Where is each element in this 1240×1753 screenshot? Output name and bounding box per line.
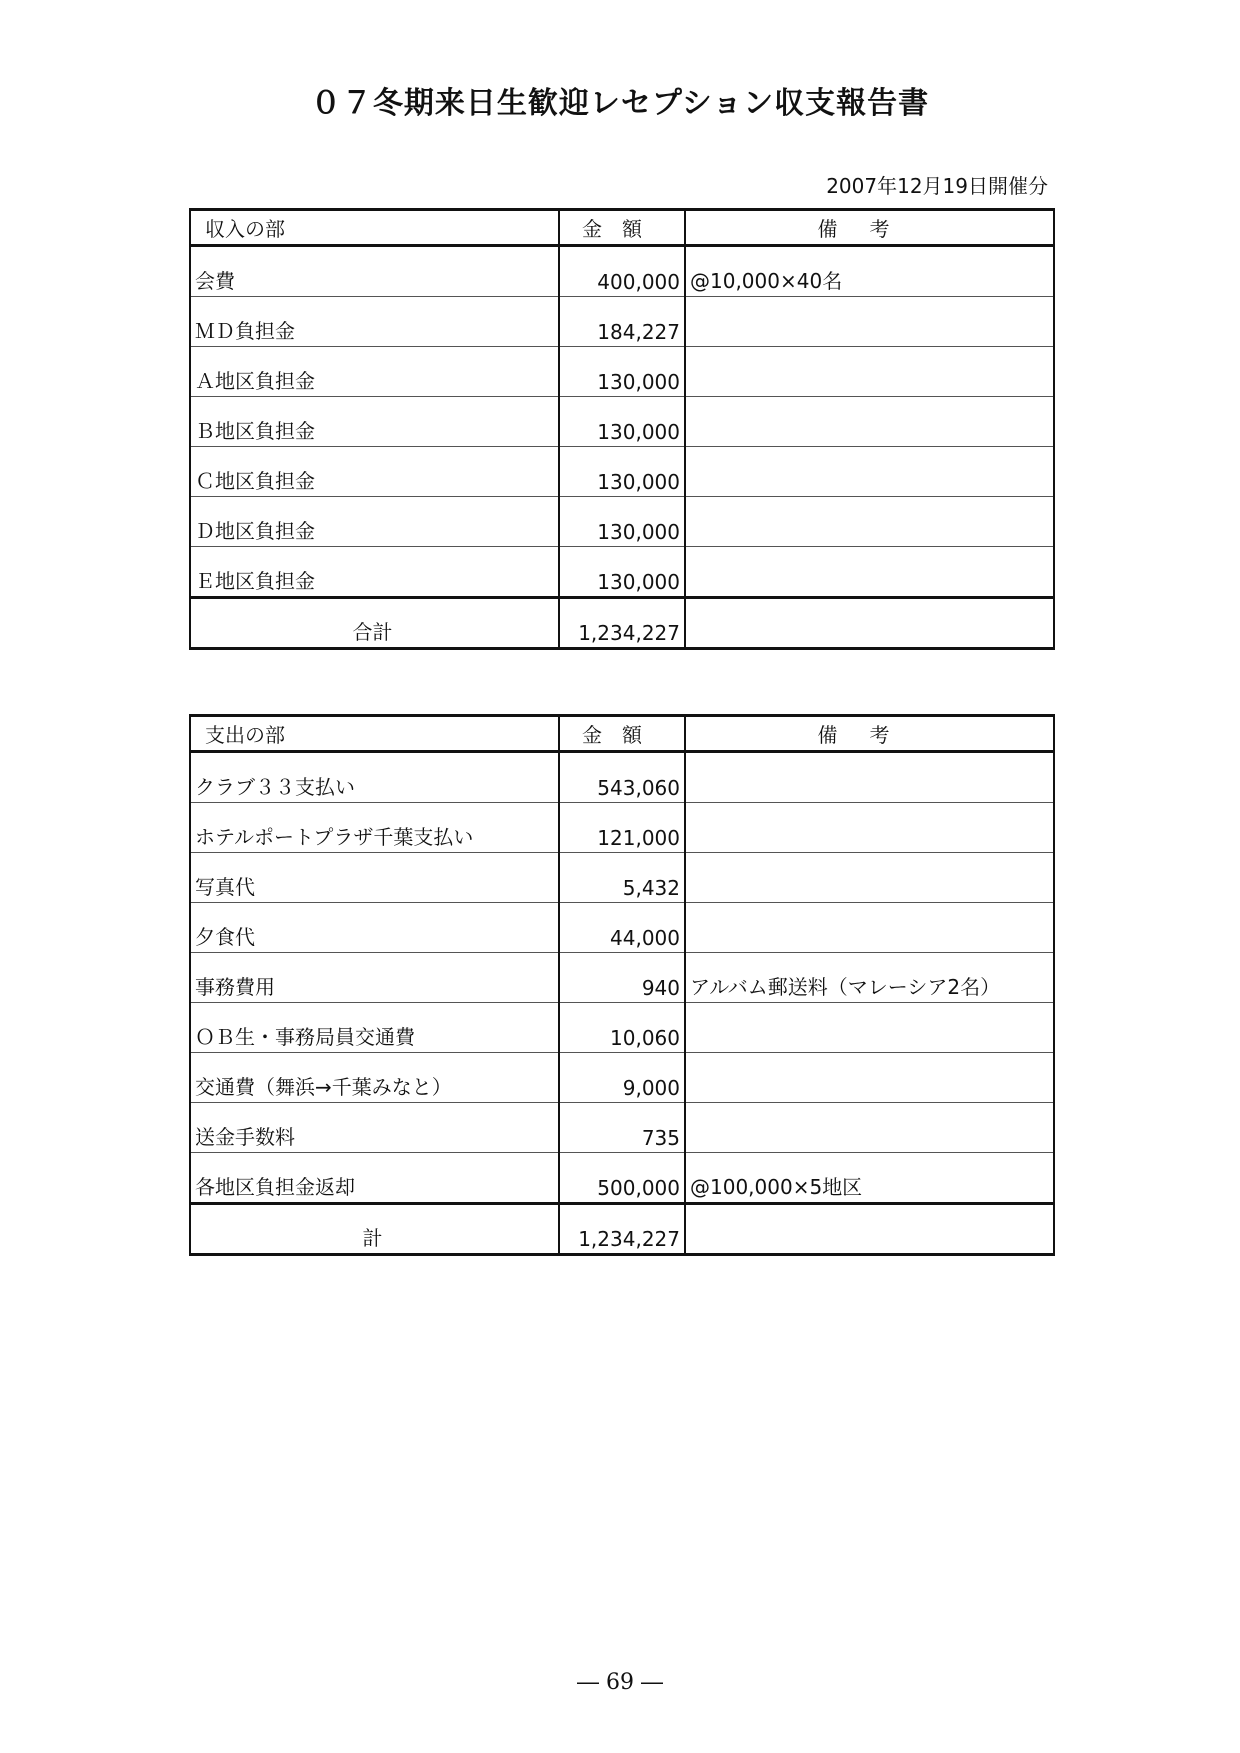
expense-item-note [685, 752, 1054, 803]
expense-item-label: クラブ３３支払い [190, 752, 559, 803]
expense-item-label: ＯＢ生・事務局員交通費 [190, 1003, 559, 1053]
event-date: 2007年12月19日開催分 [826, 174, 1048, 198]
expense-item-note [685, 1103, 1054, 1153]
table-row [190, 397, 1054, 447]
table-row [190, 853, 1054, 903]
expense-item-amount: 10,060 [559, 1003, 685, 1053]
table-row [190, 1053, 1054, 1103]
expense-item-note [685, 1053, 1054, 1103]
expense-item-amount: 735 [559, 1103, 685, 1153]
table-row [190, 246, 1054, 297]
income-item-amount: 130,000 [559, 347, 685, 397]
table-row [190, 953, 1054, 1003]
expense-item-label: ホテルポートプラザ千葉支払い [190, 803, 559, 853]
expense-item-amount: 5,432 [559, 853, 685, 903]
income-item-label: Ｂ地区負担金 [190, 397, 559, 447]
table-row [190, 1003, 1054, 1053]
income-item-note [685, 547, 1054, 598]
table-row [190, 297, 1054, 347]
table-row [190, 547, 1054, 598]
income-item-amount: 400,000 [559, 246, 685, 297]
income-item-amount: 184,227 [559, 297, 685, 347]
expense-header-amount: 金額 [559, 716, 685, 752]
page-number: ― 69 ― [577, 1670, 663, 1695]
income-total-amount: 1,234,227 [559, 598, 685, 649]
income-header-row [190, 210, 1054, 246]
expense-header-row [190, 716, 1054, 752]
table-row [190, 903, 1054, 953]
expense-item-label: 事務費用 [190, 953, 559, 1003]
expense-item-amount: 500,000 [559, 1153, 685, 1204]
expense-total-note [685, 1204, 1054, 1255]
expense-item-note [685, 903, 1054, 953]
expense-item-label: 写真代 [190, 853, 559, 903]
expense-header-note: 備考 [685, 716, 1054, 752]
document-title: ０７冬期来日生歓迎レセプション収支報告書 [310, 86, 930, 121]
income-item-note [685, 297, 1054, 347]
table-row [190, 1153, 1054, 1204]
expense-item-amount: 121,000 [559, 803, 685, 853]
income-item-amount: 130,000 [559, 547, 685, 598]
income-header-amount: 金額 [559, 210, 685, 246]
income-total-note [685, 598, 1054, 649]
income-item-note [685, 497, 1054, 547]
expense-item-note [685, 1003, 1054, 1053]
income-item-label: Ｄ地区負担金 [190, 497, 559, 547]
expense-item-label: 各地区負担金返却 [190, 1153, 559, 1204]
expense-item-label: 交通費（舞浜→千葉みなと） [190, 1053, 559, 1103]
expense-table [189, 714, 1055, 1256]
expense-item-amount: 940 [559, 953, 685, 1003]
expense-item-amount: 543,060 [559, 752, 685, 803]
table-row [190, 447, 1054, 497]
expense-item-label: 夕食代 [190, 903, 559, 953]
table-row [190, 752, 1054, 803]
expense-item-note: @100,000×5地区 [685, 1153, 1054, 1204]
income-total-label: 合計 [190, 598, 559, 649]
expense-total-amount: 1,234,227 [559, 1204, 685, 1255]
expense-total-row [190, 1204, 1054, 1255]
table-row [190, 347, 1054, 397]
expense-item-note [685, 853, 1054, 903]
income-item-label: ＭＤ負担金 [190, 297, 559, 347]
expense-item-note: アルバム郵送料（マレーシア2名） [685, 953, 1054, 1003]
income-item-note [685, 397, 1054, 447]
expense-total-label: 計 [190, 1204, 559, 1255]
income-table [189, 208, 1055, 650]
income-item-note [685, 447, 1054, 497]
income-item-label: Ｅ地区負担金 [190, 547, 559, 598]
table-row [190, 497, 1054, 547]
expense-header-label: 支出の部 [190, 716, 559, 752]
expense-item-amount: 9,000 [559, 1053, 685, 1103]
expense-item-note [685, 803, 1054, 853]
income-item-amount: 130,000 [559, 497, 685, 547]
income-total-row [190, 598, 1054, 649]
income-item-label: 会費 [190, 246, 559, 297]
income-header-note: 備考 [685, 210, 1054, 246]
income-item-label: Ａ地区負担金 [190, 347, 559, 397]
expense-item-label: 送金手数料 [190, 1103, 559, 1153]
income-item-note: @10,000×40名 [685, 246, 1054, 297]
expense-item-amount: 44,000 [559, 903, 685, 953]
income-header-label: 収入の部 [190, 210, 559, 246]
income-item-note [685, 347, 1054, 397]
table-row [190, 803, 1054, 853]
income-item-amount: 130,000 [559, 397, 685, 447]
income-item-label: Ｃ地区負担金 [190, 447, 559, 497]
table-row [190, 1103, 1054, 1153]
income-item-amount: 130,000 [559, 447, 685, 497]
